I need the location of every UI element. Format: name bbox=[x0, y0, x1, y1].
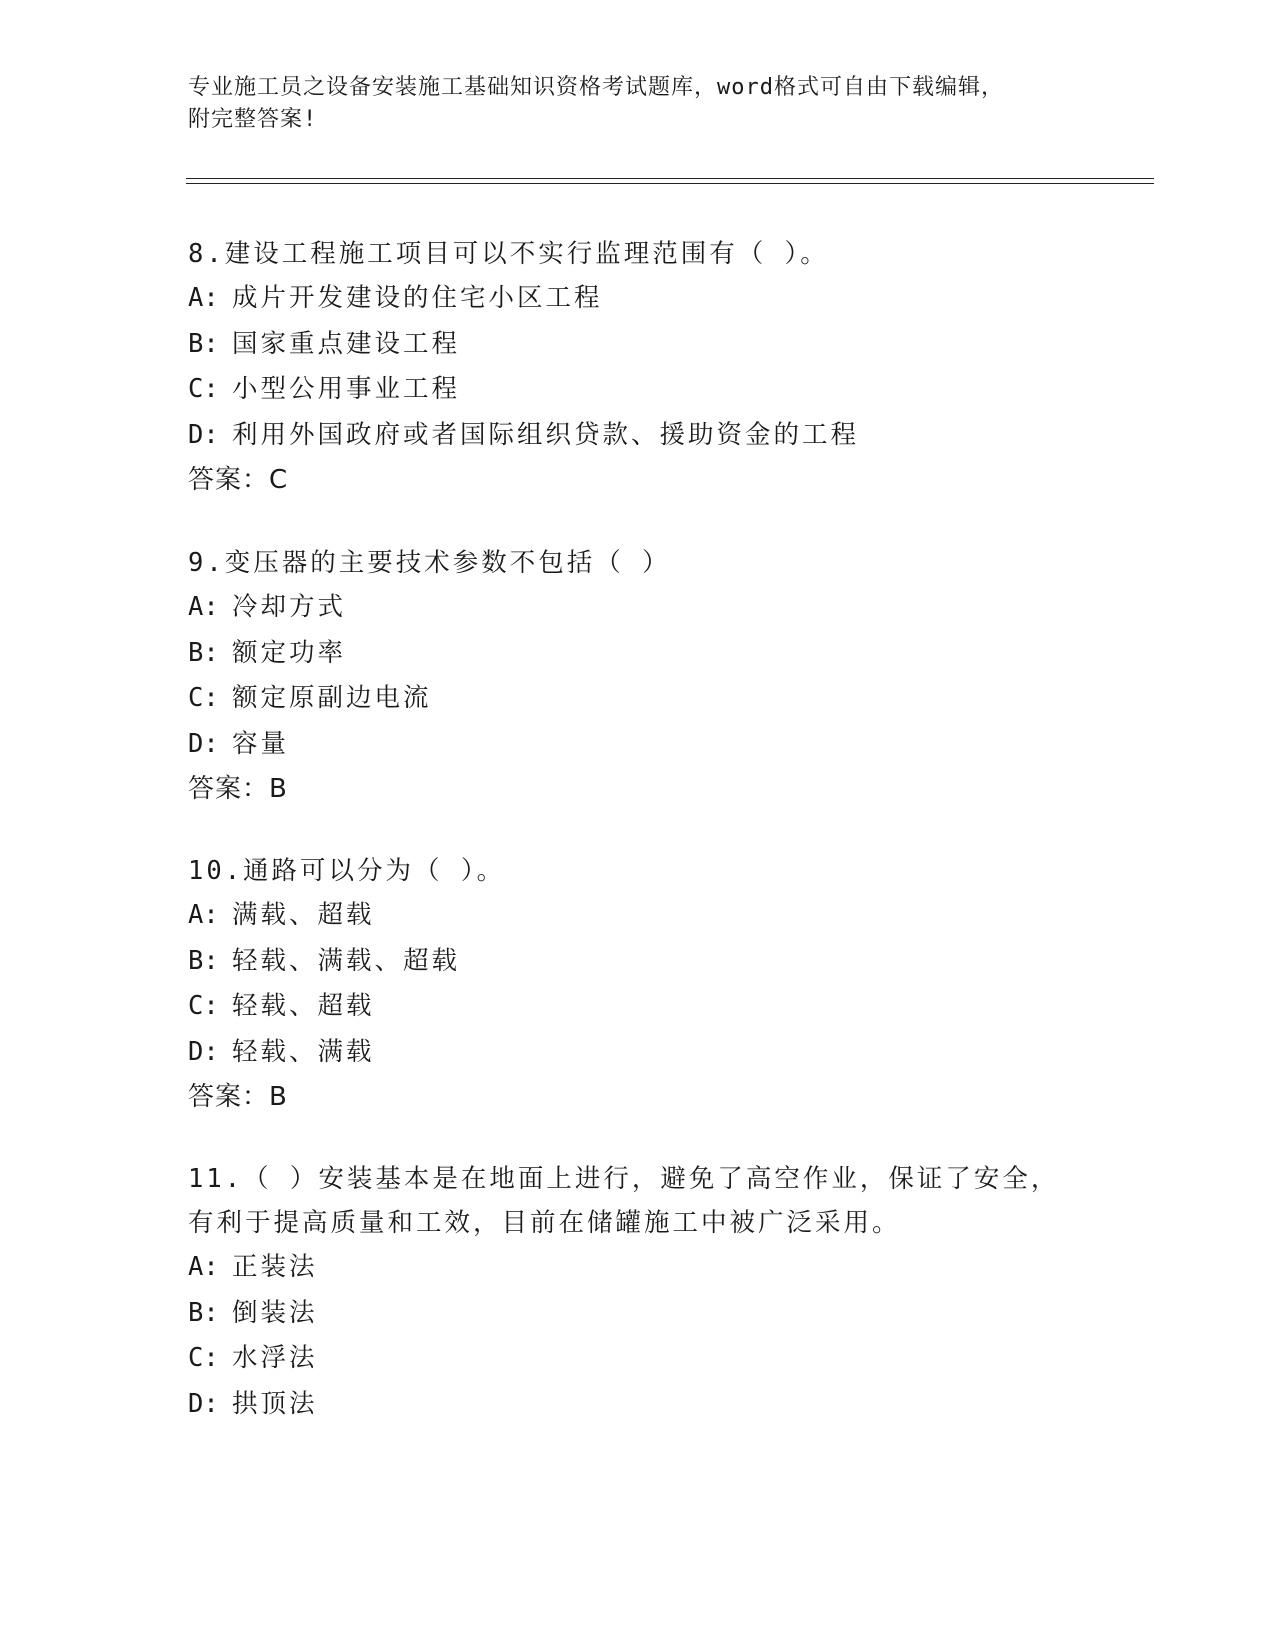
option-text: 小型公用事业工程 bbox=[232, 374, 461, 404]
option-letter: A: bbox=[188, 592, 219, 622]
question-9 bbox=[188, 541, 1108, 811]
option-letter: D: bbox=[188, 1388, 219, 1419]
header-divider-top bbox=[186, 178, 1154, 179]
option-c bbox=[188, 984, 1108, 1030]
option-b bbox=[188, 631, 1108, 677]
option-letter: D: bbox=[188, 419, 219, 450]
option-b bbox=[188, 1291, 1108, 1337]
option-text: 满载、超载 bbox=[232, 900, 375, 930]
option-letter: A: bbox=[188, 1252, 219, 1282]
question-11 bbox=[188, 1157, 1108, 1427]
option-text: 水浮法 bbox=[232, 1343, 318, 1373]
option-letter: D: bbox=[188, 728, 219, 759]
option-d bbox=[188, 1382, 1108, 1428]
option-letter: A: bbox=[188, 900, 219, 930]
option-text: 轻载、超载 bbox=[232, 991, 375, 1021]
option-letter: B: bbox=[188, 945, 219, 976]
document-header bbox=[188, 72, 1088, 136]
option-b bbox=[188, 939, 1108, 985]
answer: 答案：B bbox=[188, 1082, 288, 1112]
option-letter: B: bbox=[188, 637, 219, 668]
option-letter: A: bbox=[188, 283, 219, 313]
option-text: 国家重点建设工程 bbox=[232, 328, 461, 359]
option-letter: C: bbox=[188, 991, 219, 1021]
answer: 答案：B bbox=[188, 774, 288, 804]
option-text: 额定原副边电流 bbox=[232, 683, 432, 713]
option-d bbox=[188, 1030, 1108, 1076]
option-text: 轻载、满载、超载 bbox=[232, 945, 461, 976]
option-a bbox=[188, 893, 1108, 939]
option-d bbox=[188, 722, 1108, 768]
option-letter: C: bbox=[188, 374, 219, 404]
option-c bbox=[188, 676, 1108, 722]
question-stem: 9.变压器的主要技术参数不包括（ ） bbox=[188, 548, 671, 578]
question-10 bbox=[188, 849, 1108, 1119]
option-text: 拱顶法 bbox=[232, 1388, 318, 1419]
option-letter: C: bbox=[188, 1343, 219, 1373]
question-stem: 8.建设工程施工项目可以不实行监理范围有（ ）。 bbox=[188, 239, 829, 269]
option-c bbox=[188, 1336, 1108, 1382]
option-letter: B: bbox=[188, 328, 219, 359]
option-a bbox=[188, 1245, 1108, 1291]
option-text: 正装法 bbox=[232, 1252, 318, 1282]
header-line-1: 专业施工员之设备安装施工基础知识资格考试题库，word格式可自由下载编辑， bbox=[188, 75, 1004, 100]
option-c bbox=[188, 367, 1108, 413]
option-d bbox=[188, 413, 1108, 459]
option-text: 利用外国政府或者国际组织贷款、援助资金的工程 bbox=[232, 419, 860, 450]
question-stem-line-2: 有利于提高质量和工效，目前在储罐施工中被广泛采用。 bbox=[188, 1208, 901, 1238]
question-8 bbox=[188, 232, 1108, 502]
option-text: 成片开发建设的住宅小区工程 bbox=[232, 283, 603, 313]
option-letter: D: bbox=[188, 1036, 219, 1067]
option-b bbox=[188, 322, 1108, 368]
option-text: 容量 bbox=[232, 728, 290, 759]
option-letter: C: bbox=[188, 683, 219, 713]
option-text: 额定功率 bbox=[232, 637, 347, 668]
header-line-2: 附完整答案! bbox=[188, 107, 318, 132]
question-stem-line-1: 11.（ ）安装基本是在地面上进行，避免了高空作业，保证了安全， bbox=[188, 1164, 1060, 1194]
option-a bbox=[188, 276, 1108, 322]
option-text: 轻载、满载 bbox=[232, 1036, 375, 1067]
answer: 答案：C bbox=[188, 465, 289, 495]
header-divider-bottom bbox=[186, 183, 1154, 184]
option-a bbox=[188, 585, 1108, 631]
option-text: 冷却方式 bbox=[232, 592, 347, 622]
option-text: 倒装法 bbox=[232, 1297, 318, 1328]
option-letter: B: bbox=[188, 1297, 219, 1328]
question-stem: 10.通路可以分为（ ）。 bbox=[188, 856, 506, 886]
